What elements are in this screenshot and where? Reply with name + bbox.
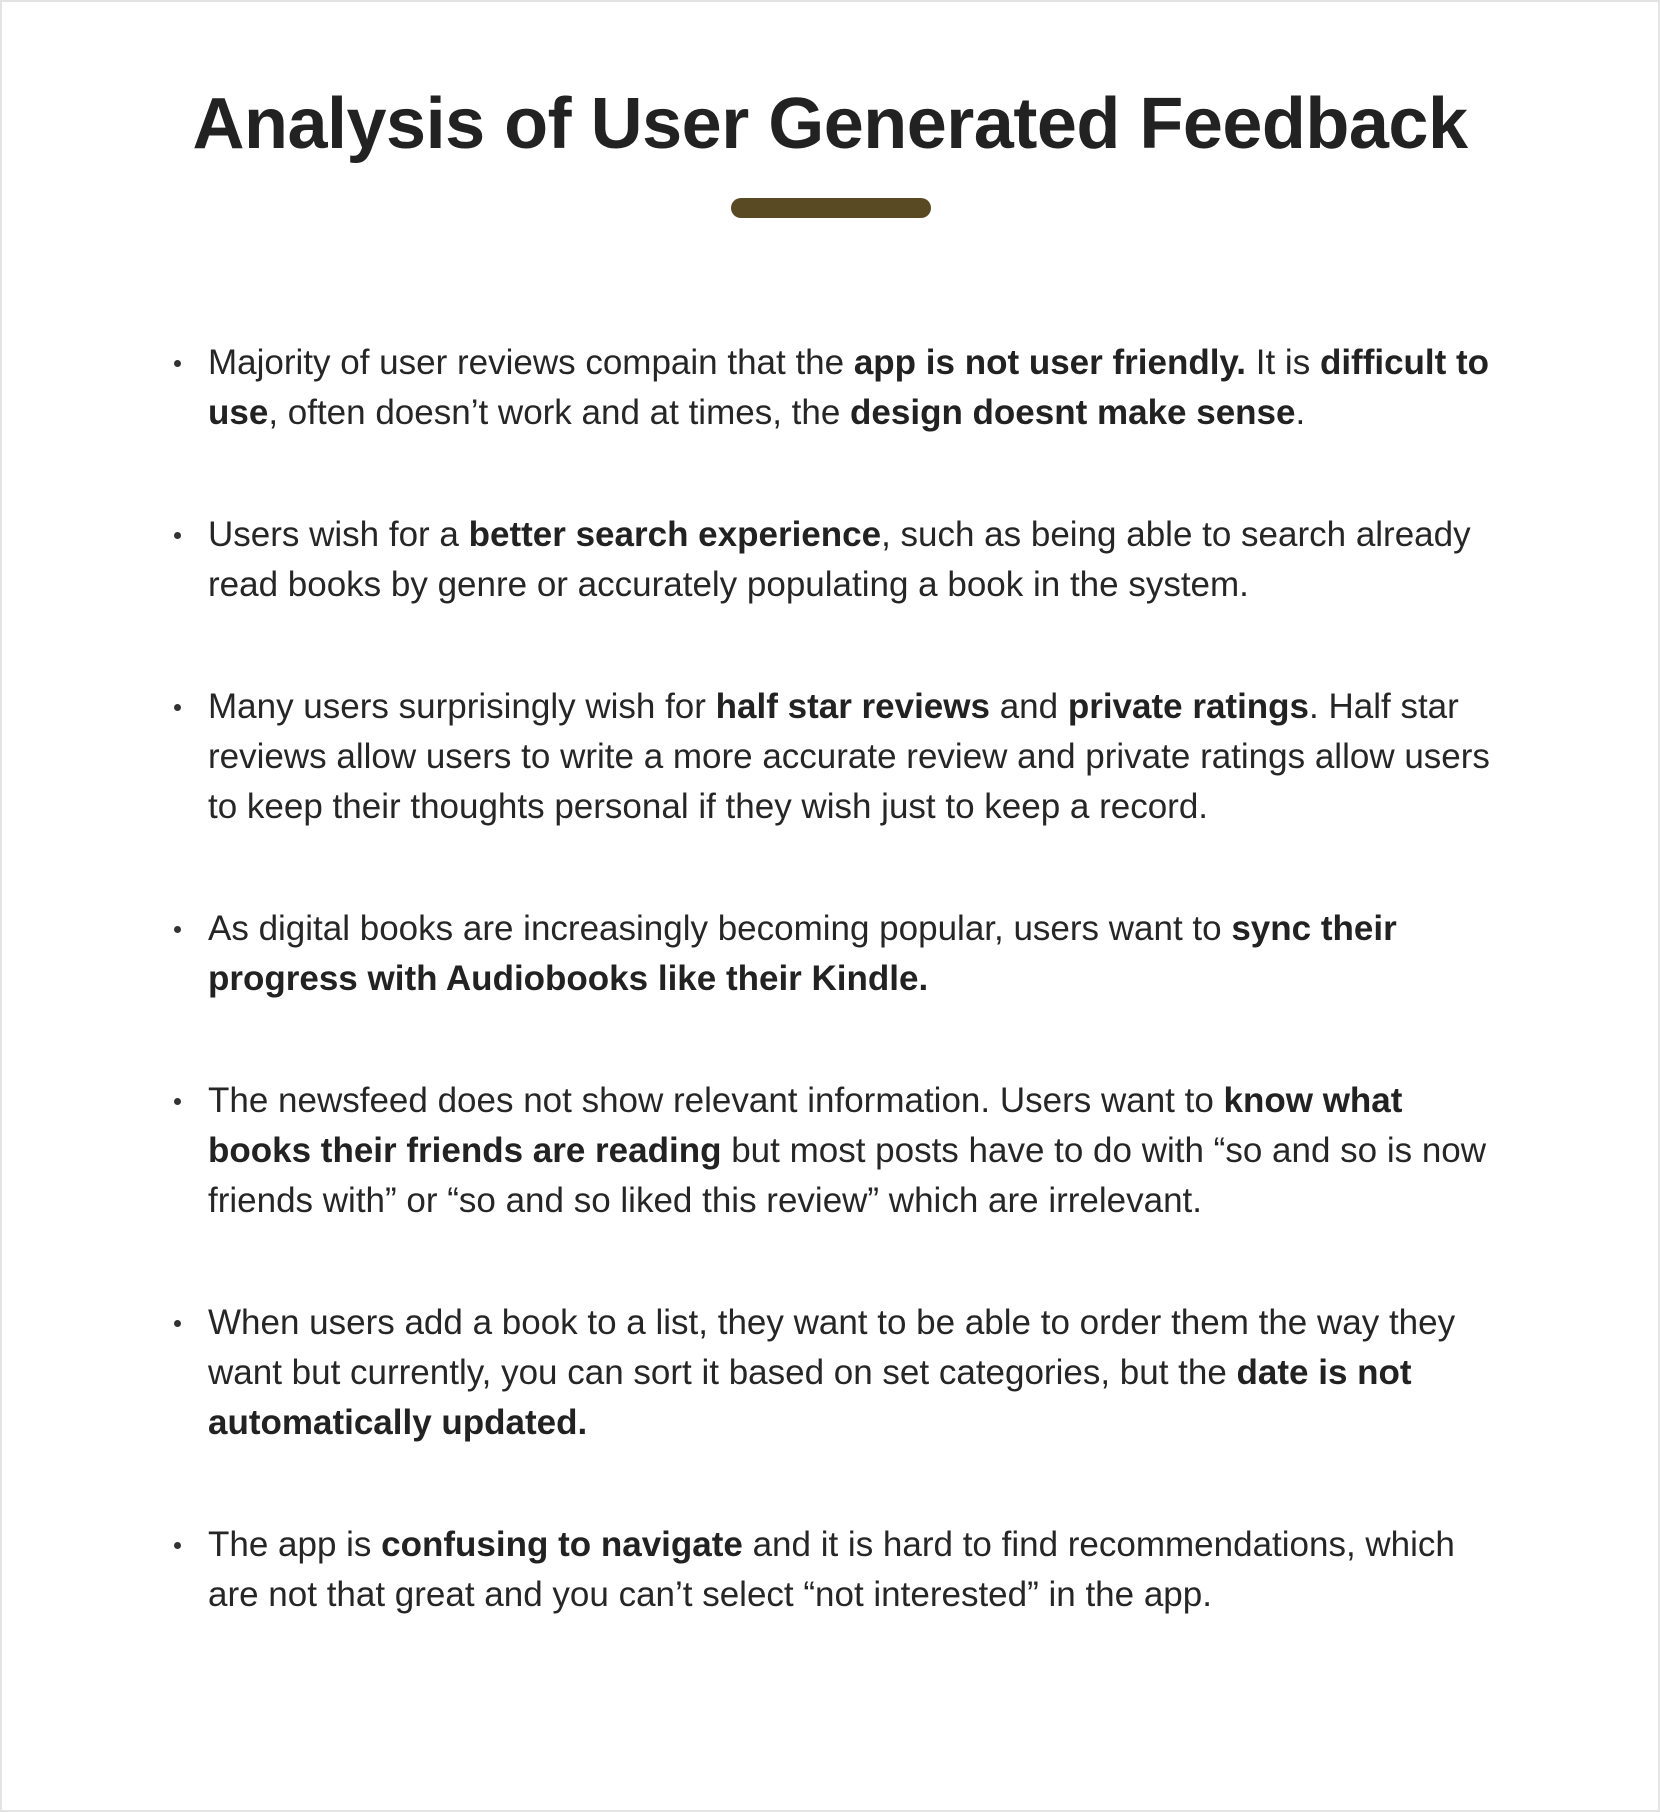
bullet-text: . Half star reviews allow users to write a more accurate review and private ratings allow users to keep their thoughts personal if they wish just to keep a record. xyxy=(208,687,1490,826)
bullet-dot-icon xyxy=(174,926,181,933)
bullet-bold-text: better search experience xyxy=(468,515,882,554)
bullet-bold-text: design doesnt make sense xyxy=(850,393,1296,432)
bullet-text: When users add a book to a list, they want to be able to order them the way they want but currently, you can sort it based on set categories, but the xyxy=(208,1303,1456,1392)
bullet-bold-text: difficult to use xyxy=(208,343,1490,432)
bullet-dot-icon xyxy=(174,1542,181,1549)
bullet-bold-text: private ratings xyxy=(1067,687,1310,726)
bullet-text: and xyxy=(989,687,1068,726)
bullet-item xyxy=(174,682,1514,832)
title-underline-bar xyxy=(731,198,931,218)
bullet-text: The newsfeed does not show relevant information. Users want to xyxy=(208,1081,1224,1120)
bullet-dot-icon xyxy=(174,1320,181,1327)
bullet-dot-icon xyxy=(174,360,181,367)
bullet-item xyxy=(174,510,1514,610)
bullet-item xyxy=(174,904,1514,1004)
bullet-text: It is xyxy=(1246,343,1320,382)
bullet-item xyxy=(174,338,1514,438)
bullet-item xyxy=(174,1520,1514,1620)
feedback-bullet-list xyxy=(174,338,1514,1620)
bullet-text: and it is hard to find recommendations, which are not that great and you can’t select “not interested” in the app. xyxy=(208,1525,1455,1614)
bullet-item xyxy=(174,1298,1514,1448)
bullet-text: The app is xyxy=(208,1525,382,1564)
bullet-text: As digital books are increasingly becoming popular, users want to xyxy=(208,909,1232,948)
bullet-bold-text: sync their progress with Audiobooks like their Kindle. xyxy=(208,909,1397,998)
bullet-text: Many users surprisingly wish for xyxy=(208,687,716,726)
bullet-text: , often doesn’t work and at times, the xyxy=(268,393,851,432)
bullet-bold-text: date is not automatically updated. xyxy=(208,1353,1412,1442)
bullet-item xyxy=(174,1076,1514,1226)
bullet-bold-text: half star reviews xyxy=(715,687,990,726)
bullet-dot-icon xyxy=(174,532,181,539)
bullet-text: . xyxy=(1295,393,1306,432)
bullet-bold-text: app is not user friendly. xyxy=(853,343,1247,382)
page-title: Analysis of User Generated Feedback xyxy=(192,84,1468,164)
bullet-bold-text: confusing to navigate xyxy=(381,1525,743,1564)
bullet-text: but most posts have to do with “so and so is now friends with” or “so and so liked this review” which are irrelevant. xyxy=(208,1131,1487,1220)
bullet-text: Users wish for a xyxy=(208,515,469,554)
bullet-bold-text: know what books their friends are reading xyxy=(208,1081,1403,1170)
bullet-text: , such as being able to search already read books by genre or accurately populating a book in the system. xyxy=(208,515,1471,604)
bullet-dot-icon xyxy=(174,704,181,711)
bullet-text: Majority of user reviews compain that the xyxy=(208,343,854,382)
bullet-dot-icon xyxy=(174,1098,181,1105)
